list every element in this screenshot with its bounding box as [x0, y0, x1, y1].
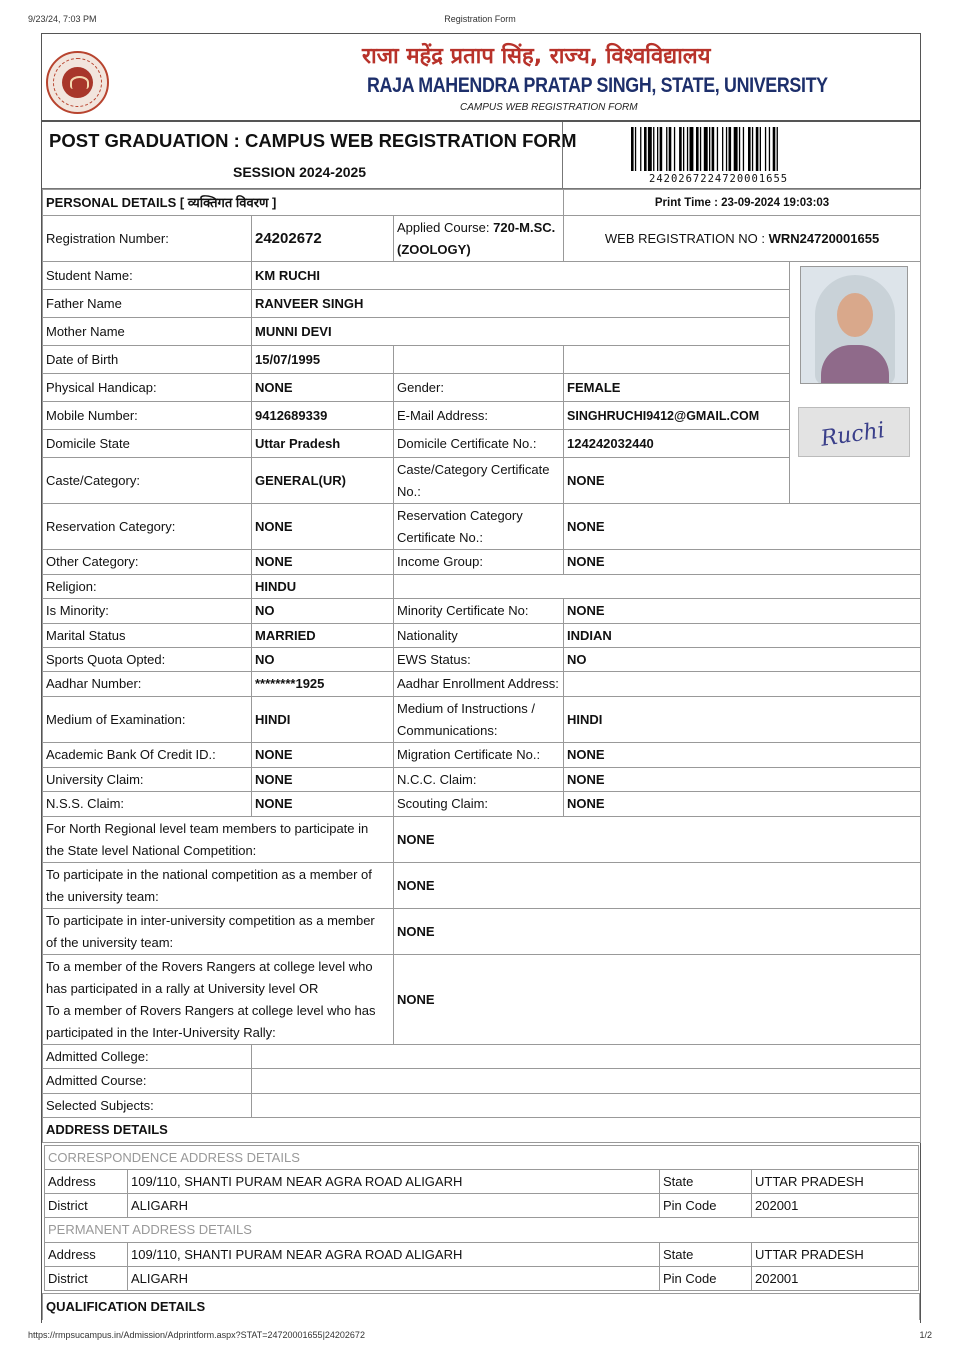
barcode-image — [631, 127, 858, 171]
father-name-value: RANVEER SINGH — [252, 290, 790, 318]
reservation-certificate-label-line2: Certificate No.: — [397, 529, 483, 545]
email-value: SINGHRUCHI9412@GMAIL.COM — [564, 402, 790, 430]
perm-district-value: ALIGARH — [128, 1267, 660, 1291]
income-group-label: Income Group: — [394, 550, 564, 575]
reservation-certificate-label — [394, 504, 564, 550]
domicile-certificate-value: 124242032440 — [564, 430, 790, 458]
rovers-rangers-label-line3: To a member of Rovers Rangers at college level who has — [46, 1002, 376, 1018]
scouting-claim-label: Scouting Claim: — [394, 792, 564, 817]
university-subtitle: CAMPUS WEB REGISTRATION FORM — [460, 102, 638, 113]
sports-quota-value: NO — [252, 648, 394, 672]
student-photo — [800, 266, 908, 384]
abc-id-label: Academic Bank Of Credit ID.: — [43, 743, 252, 768]
qualification-table — [42, 1293, 920, 1320]
reservation-certificate-label-line1: Reservation Category — [397, 507, 523, 523]
browser-print-header — [28, 14, 932, 28]
nationality-value: INDIAN — [564, 624, 921, 648]
caste-certificate-label-line2: No.: — [397, 483, 421, 499]
admitted-college-label: Admitted College: — [43, 1045, 252, 1069]
permanent-heading: PERMANENT ADDRESS DETAILS — [45, 1218, 919, 1243]
abc-id-value: NONE — [252, 743, 394, 768]
registration-number-label: Registration Number: — [43, 216, 252, 262]
applied-course-value-2: (ZOOLOGY) — [397, 241, 471, 257]
address-section — [42, 1143, 920, 1291]
caste-value: GENERAL(UR) — [252, 458, 394, 504]
ews-status-label: EWS Status: — [394, 648, 564, 672]
north-regional-value: NONE — [394, 817, 921, 863]
student-name-value: KM RUCHI — [252, 262, 790, 290]
applied-course-label: Applied Course: — [397, 219, 494, 235]
rovers-rangers-value: NONE — [394, 955, 921, 1045]
perm-pin-value: 202001 — [752, 1267, 919, 1291]
university-name-english: RAJA MAHENDRA PRATAP SINGH, STATE, UNIVERSITY — [367, 74, 828, 97]
web-registration-label: WEB REGISTRATION NO : — [604, 230, 769, 246]
other-category-label: Other Category: — [43, 550, 252, 575]
perm-address-value: 109/110, SHANTI PURAM NEAR AGRA ROAD ALIGARH — [128, 1243, 660, 1267]
print-datetime: 9/23/24, 7:03 PM — [28, 14, 97, 24]
inter-university-value: NONE — [394, 909, 921, 955]
reservation-label: Reservation Category: — [43, 504, 252, 550]
national-competition-label-line1: To participate in the national competition as a member of — [46, 866, 372, 882]
mother-name-label: Mother Name — [43, 318, 252, 346]
browser-print-footer — [28, 1330, 932, 1344]
nss-claim-label: N.S.S. Claim: — [43, 792, 252, 817]
university-name-hindi: राजा महेंद्र प्रताप सिंह, राज्य, विश्वविद्यालय — [362, 44, 711, 69]
perm-state-value: UTTAR PRADESH — [752, 1243, 919, 1267]
marital-status-value: MARRIED — [252, 624, 394, 648]
ews-status-value: NO — [564, 648, 921, 672]
migration-certificate-label: Migration Certificate No.: — [394, 743, 564, 768]
medium-instruction-value: HINDI — [564, 697, 921, 743]
qualification-details-heading: QUALIFICATION DETAILS — [43, 1294, 920, 1320]
minority-label: Is Minority: — [43, 599, 252, 624]
address-table — [44, 1145, 919, 1291]
correspondence-heading: CORRESPONDENCE ADDRESS DETAILS — [45, 1146, 919, 1170]
nss-claim-value: NONE — [252, 792, 394, 817]
handicap-value: NONE — [252, 374, 394, 402]
selected-subjects-label: Selected Subjects: — [43, 1094, 252, 1118]
income-group-value: NONE — [564, 550, 921, 575]
personal-details-heading: PERSONAL DETAILS [ व्यक्तिगत विवरण ] — [43, 190, 564, 216]
minority-value: NO — [252, 599, 394, 624]
web-registration-value: WRN24720001655 — [768, 230, 880, 246]
corr-pin-label: Pin Code — [660, 1194, 752, 1218]
admitted-course-label: Admitted Course: — [43, 1069, 252, 1094]
medium-instruction-label-line1: Medium of Instructions / — [397, 700, 535, 716]
university-claim-label: University Claim: — [43, 768, 252, 792]
perm-district-label: District — [45, 1267, 128, 1291]
handicap-label: Physical Handicap: — [43, 374, 252, 402]
medium-exam-label: Medium of Examination: — [43, 697, 252, 743]
caste-label: Caste/Category: — [43, 458, 252, 504]
corr-pin-value: 202001 — [752, 1194, 919, 1218]
corr-state-value: UTTAR PRADESH — [752, 1170, 919, 1194]
other-category-value: NONE — [252, 550, 394, 575]
aadhar-number-value: ********1925 — [252, 672, 394, 697]
registration-form-page — [41, 33, 921, 1323]
medium-instruction-label-line2: Communications: — [397, 722, 498, 738]
rovers-rangers-label-line2: has participated in a rally at University level OR — [46, 980, 319, 996]
religion-value: HINDU — [252, 575, 394, 599]
medium-exam-value: HINDI — [252, 697, 394, 743]
mobile-label: Mobile Number: — [43, 402, 252, 430]
barcode-cell — [562, 122, 920, 188]
corr-district-label: District — [45, 1194, 128, 1218]
medium-instruction-label — [394, 697, 564, 743]
barcode-number: 2420267224720001655 — [649, 173, 789, 185]
north-regional-label — [43, 817, 394, 863]
perm-address-label: Address — [45, 1243, 128, 1267]
corr-district-value: ALIGARH — [128, 1194, 660, 1218]
inter-university-label-line2: of the university team: — [46, 934, 174, 950]
north-regional-label-line1: For North Regional level team members to participate in — [46, 820, 369, 836]
dob-value: 15/07/1995 — [252, 346, 394, 374]
sports-quota-label: Sports Quota Opted: — [43, 648, 252, 672]
ncc-claim-value: NONE — [564, 768, 921, 792]
minority-certificate-value: NONE — [564, 599, 921, 624]
ncc-claim-label: N.C.C. Claim: — [394, 768, 564, 792]
caste-certificate-label-line1: Caste/Category Certificate — [397, 461, 550, 477]
print-time: Print Time : 23-09-2024 19:03:03 — [564, 190, 921, 216]
form-session: SESSION 2024-2025 — [233, 164, 367, 180]
print-tab-title: Registration Form — [444, 14, 516, 24]
print-url: https://rmpsucampus.in/Admission/Adprintform.aspx?STAT=24720001655|24202672 — [28, 1330, 365, 1340]
corr-address-label: Address — [45, 1170, 128, 1194]
inter-university-label-line1: To participate in inter-university competition as a member — [46, 912, 375, 928]
dob-label: Date of Birth — [43, 346, 252, 374]
form-title: POST GRADUATION : CAMPUS WEB REGISTRATION FORM — [49, 130, 577, 151]
applied-course — [394, 216, 564, 262]
domicile-state-value: Uttar Pradesh — [252, 430, 394, 458]
gender-label: Gender: — [394, 374, 564, 402]
north-regional-label-line2: the State level National Competition: — [46, 842, 257, 858]
father-name-label: Father Name — [43, 290, 252, 318]
registration-number-value: 24202672 — [252, 216, 394, 262]
web-registration — [564, 216, 921, 262]
domicile-state-label: Domicile State — [43, 430, 252, 458]
address-details-heading: ADDRESS DETAILS — [43, 1118, 921, 1143]
migration-certificate-value: NONE — [564, 743, 921, 768]
gender-value: FEMALE — [564, 374, 790, 402]
minority-certificate-label: Minority Certificate No: — [394, 599, 564, 624]
corr-address-value: 109/110, SHANTI PURAM NEAR AGRA ROAD ALIGARH — [128, 1170, 660, 1194]
mobile-value: 9412689339 — [252, 402, 394, 430]
scouting-claim-value: NONE — [564, 792, 921, 817]
corr-state-label: State — [660, 1170, 752, 1194]
university-claim-value: NONE — [252, 768, 394, 792]
religion-label: Religion: — [43, 575, 252, 599]
rovers-rangers-label-line4: participated in the Inter-University Rally: — [46, 1024, 276, 1040]
print-page-number: 1/2 — [919, 1330, 932, 1340]
rovers-rangers-label — [43, 955, 394, 1045]
form-header — [42, 122, 920, 189]
marital-status-label: Marital Status — [43, 624, 252, 648]
national-competition-label-line2: the university team: — [46, 888, 159, 904]
reservation-value: NONE — [252, 504, 394, 550]
email-label: E-Mail Address: — [394, 402, 564, 430]
applied-course-value-1: 720-M.SC. — [493, 219, 556, 235]
perm-state-label: State — [660, 1243, 752, 1267]
university-header — [42, 34, 920, 122]
caste-certificate-label — [394, 458, 564, 504]
aadhar-number-label: Aadhar Number: — [43, 672, 252, 697]
national-competition-label — [43, 863, 394, 909]
aadhar-address-label: Aadhar Enrollment Address: — [394, 672, 564, 697]
student-name-label: Student Name: — [43, 262, 252, 290]
national-competition-value: NONE — [394, 863, 921, 909]
student-signature — [798, 407, 910, 457]
caste-certificate-value: NONE — [564, 458, 790, 504]
mother-name-value: MUNNI DEVI — [252, 318, 790, 346]
perm-pin-label: Pin Code — [660, 1267, 752, 1291]
nationality-label: Nationality — [394, 624, 564, 648]
personal-details-table — [42, 189, 921, 1143]
rovers-rangers-label-line1: To a member of the Rovers Rangers at college level who — [46, 958, 373, 974]
signature-text: Ruchi — [819, 418, 887, 452]
reservation-certificate-value: NONE — [564, 504, 921, 550]
university-logo — [46, 51, 109, 114]
domicile-certificate-label: Domicile Certificate No.: — [394, 430, 564, 458]
inter-university-label — [43, 909, 394, 955]
